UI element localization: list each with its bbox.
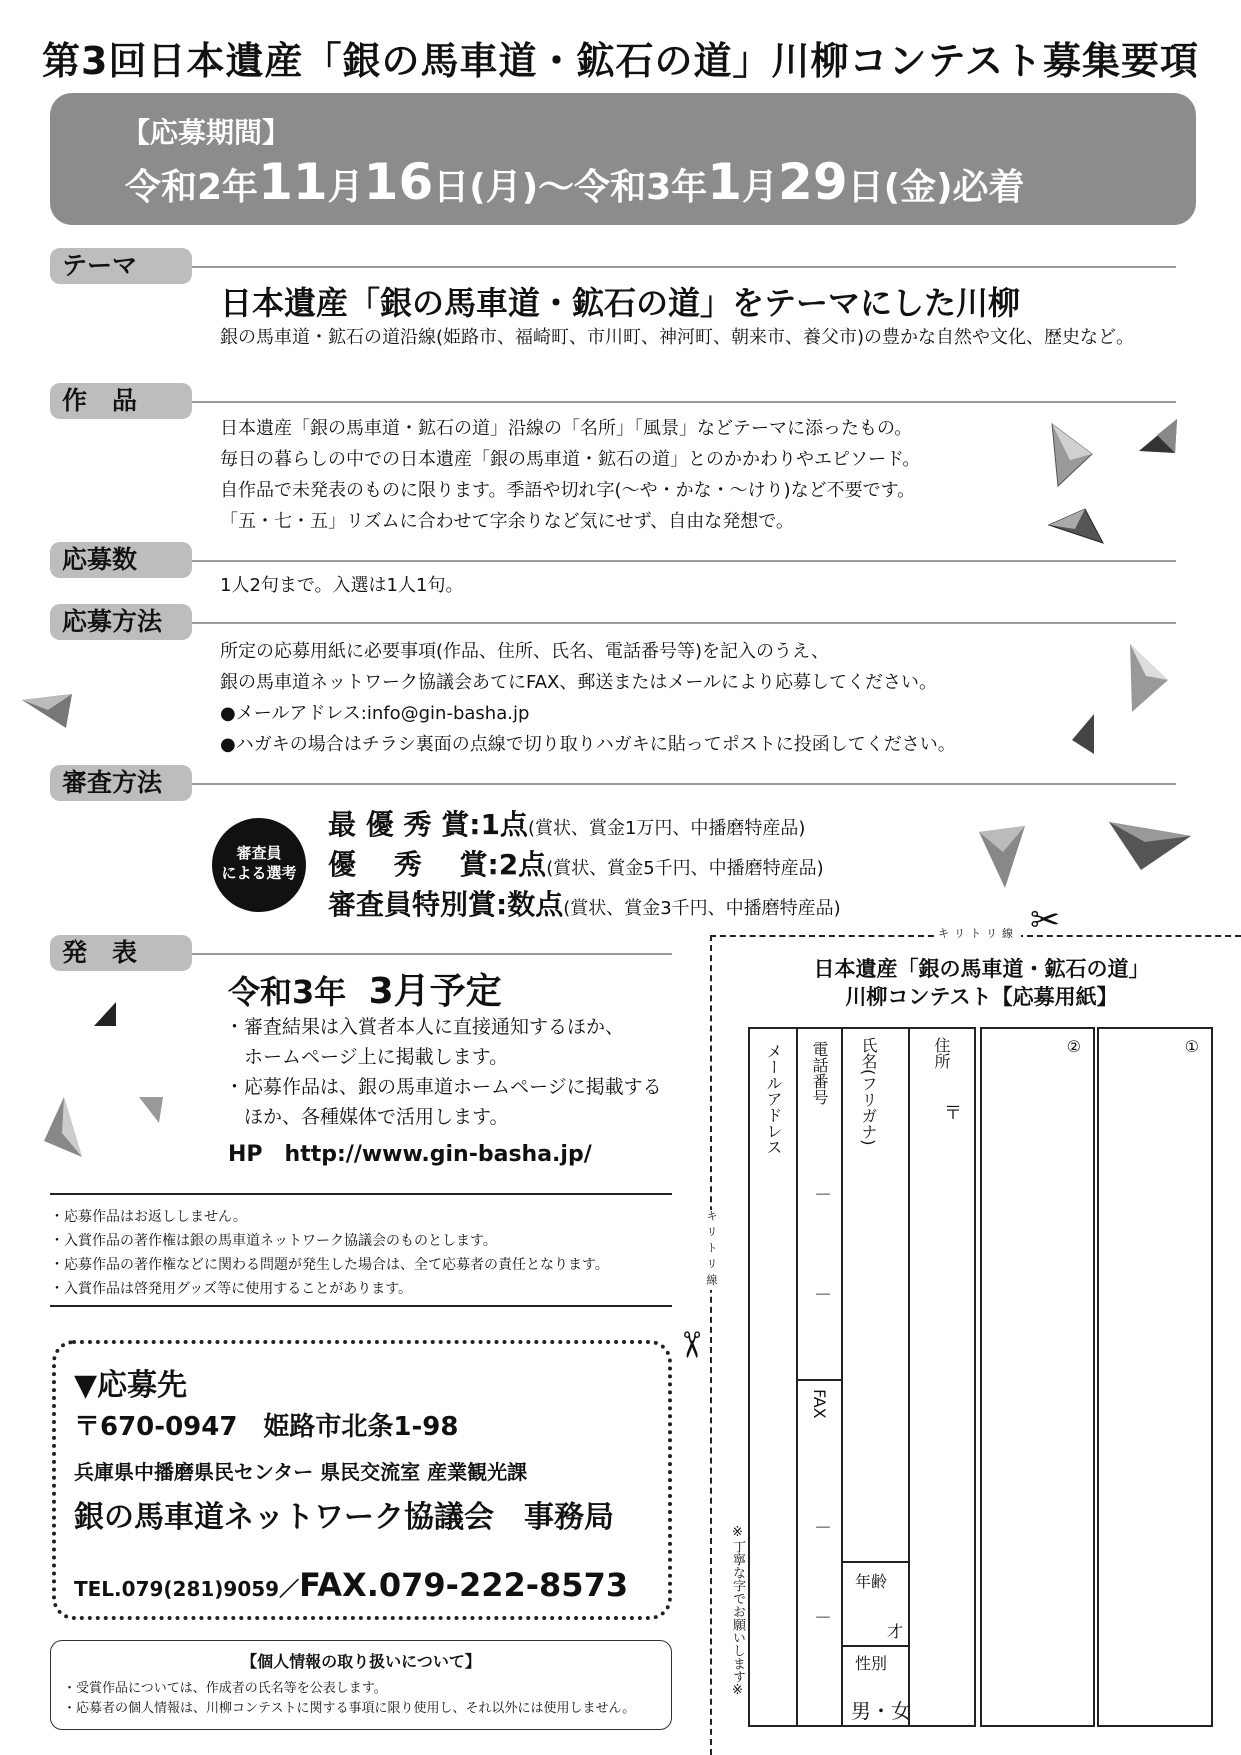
email-field[interactable] (750, 1029, 798, 1725)
prize-detail: (賞状、賞金3千円、中播磨特産品) (563, 898, 841, 919)
method-list (220, 636, 956, 760)
prize-row (328, 843, 824, 883)
section-label-method: 応募方法 (50, 604, 192, 640)
age-label: 年齢 (855, 1572, 888, 1591)
fax-dash: － (814, 1608, 832, 1629)
address-field[interactable] (910, 1029, 978, 1725)
fax-label: FAX (810, 1389, 829, 1419)
prize-detail: (賞状、賞金5千円、中播磨特産品) (546, 858, 824, 879)
origami-decoration (1105, 818, 1195, 874)
works-item: 「五・七・五」リズムに合わせて字余りなど気にせず、自由な発想で。 (220, 511, 794, 532)
badge-line: 審査員 (236, 844, 282, 862)
privacy-title: 【個人情報の取り扱いについて】 (241, 1652, 481, 1671)
section-divider (192, 560, 1176, 562)
works-item: 自作品で未発表のものに限ります。季語や切れ字(～や・かな・～けり)など不要です。 (220, 480, 916, 501)
gender-divider (843, 1645, 908, 1647)
period-part: 11 (258, 153, 328, 211)
address-org-name: 銀の馬車道ネットワーク協議会 事務局 (74, 1500, 614, 1535)
age-divider (843, 1561, 908, 1563)
address-box (52, 1340, 672, 1620)
period-label: 【応募期間】 (122, 116, 291, 149)
note-item: ・応募作品はお返ししません。 (50, 1209, 247, 1225)
origami-decoration (1126, 640, 1172, 716)
cut-label: キリトリ線 (935, 925, 1021, 941)
address-zip: 〒670-0947 姫路市北条1-98 (74, 1412, 459, 1442)
period-part: 日(月)～令和3年 (433, 167, 708, 208)
period-part: 月 (327, 167, 364, 208)
senryu-entry-1[interactable] (1097, 1027, 1213, 1727)
origami-decoration (1048, 420, 1096, 490)
section-label-works: 作 品 (50, 383, 192, 419)
notes-list (50, 1205, 609, 1301)
period-part: 16 (363, 153, 434, 211)
announce-date (228, 963, 502, 1014)
postal-mark: 〒 (944, 1103, 962, 1124)
gender-label: 性別 (855, 1654, 888, 1673)
tel-label: 電話番号 (810, 1041, 829, 1105)
theme-main: 日本遺産「銀の馬車道・鉱石の道」をテーマにした川柳 (220, 284, 1021, 322)
section-label-theme: テーマ (50, 248, 192, 284)
period-part: 29 (778, 153, 848, 211)
announce-note: ・審査結果は入賞者本人に直接通知するほか、 (225, 1016, 625, 1038)
origami-decoration (975, 822, 1029, 892)
method-item: 銀の馬車道ネットワーク協議会あてにFAX、郵送またはメールにより応募してください。 (220, 672, 937, 693)
announce-note: ・応募作品は、銀の馬車道ホームページに掲載する (225, 1076, 662, 1098)
name-field[interactable] (843, 1029, 910, 1725)
prize-name: 審査員特別賞:数点 (328, 888, 564, 921)
origami-decoration (1068, 710, 1098, 758)
note-item: ・入賞作品の著作権は銀の馬車道ネットワーク協議会のものとします。 (50, 1233, 497, 1249)
period-part: 日(金)必着 (847, 167, 1025, 208)
prize-name: 優 秀 賞:2点 (328, 848, 547, 881)
section-label-announce: 発 表 (50, 935, 192, 971)
email-label: メールアドレス (764, 1043, 783, 1155)
origami-decoration (18, 690, 76, 732)
tel-number: TEL.079(281)9059／ (74, 1577, 300, 1601)
cut-label: キリトリ線 (705, 1210, 718, 1290)
period-banner (50, 93, 1196, 225)
method-item: ●ハガキの場合はチラシ裏面の点線で切り取りハガキに貼ってポストに投函してください。 (220, 734, 956, 755)
notes-top-rule (50, 1193, 672, 1195)
announce-notes (225, 1012, 662, 1132)
period-part: 月 (742, 167, 779, 208)
name-label: 氏名(フリガナ) (859, 1037, 878, 1146)
page-title: 第3回日本遺産「銀の馬車道・鉱石の道」川柳コンテスト募集要項 (42, 39, 1199, 83)
prize-name: 最 優 秀 賞:1点 (328, 808, 528, 841)
phone-fax-column (798, 1029, 843, 1725)
announce-year: 令和3年 (228, 973, 347, 1011)
section-divider (192, 266, 1176, 268)
entry-number: ② (1066, 1037, 1081, 1056)
origami-decoration (1135, 415, 1181, 457)
notes-bottom-rule (50, 1305, 672, 1307)
judge-badge (212, 818, 306, 912)
section-divider (192, 622, 1176, 624)
scissors-icon: ✂ (670, 1329, 712, 1361)
announce-note: ほか、各種媒体で活用します。 (225, 1106, 509, 1128)
origami-decoration (135, 1093, 167, 1127)
tel-dash: － (814, 1185, 832, 1206)
announce-month: 3月予定 (368, 971, 502, 1012)
privacy-box (50, 1640, 672, 1730)
section-label-count: 応募数 (50, 542, 192, 578)
announce-note: ホームページ上に掲載します。 (225, 1046, 509, 1068)
senryu-entry-2[interactable] (980, 1027, 1095, 1727)
entry-form-info (748, 1027, 976, 1727)
section-divider (192, 783, 1176, 785)
address-contact (74, 1566, 628, 1604)
theme-sub: 銀の馬車道・鉱石の道沿線(姫路市、福崎町、市川町、神河町、朝来市、養父市)の豊かな自然や文化、歴史など。 (220, 327, 1135, 348)
note-item: ・応募作品の著作権などに関わる問題が発生した場合は、全て応募者の責任となります。 (50, 1257, 609, 1273)
address-org-dept: 兵庫県中播磨県民センター 県民交流室 産業観光課 (74, 1460, 528, 1484)
address-label: 住所 (932, 1037, 951, 1069)
fax-dash: － (814, 1518, 832, 1539)
fax-number: FAX.079-222-8573 (299, 1566, 629, 1604)
gender-options[interactable]: 男・女 (851, 1699, 911, 1723)
prize-row (328, 883, 841, 923)
prize-row (328, 803, 805, 843)
method-item: 所定の応募用紙に必要事項(作品、住所、氏名、電話番号等)を記入のうえ、 (220, 641, 830, 662)
origami-decoration (90, 998, 120, 1030)
origami-decoration (1045, 505, 1107, 547)
entry-number: ① (1184, 1037, 1199, 1056)
form-title-line: 川柳コンテスト【応募用紙】 (845, 985, 1118, 1009)
badge-line: による選考 (221, 864, 297, 882)
prize-detail: (賞状、賞金1万円、中播磨特産品) (527, 818, 806, 839)
homepage-url[interactable]: HP http://www.gin-basha.jp/ (228, 1142, 592, 1167)
section-divider (192, 401, 1176, 403)
age-unit: 才 (887, 1622, 904, 1641)
period-part: 令和2年 (125, 167, 259, 208)
form-title (722, 955, 1241, 1011)
note-item: ・入賞作品は啓発用グッズ等に使用することがあります。 (50, 1281, 413, 1297)
form-handwriting-note: ※丁寧な字でお願いします※ (730, 1525, 745, 1698)
period-dates (125, 153, 1025, 211)
works-item: 毎日の暮らしの中での日本遺産「銀の馬車道・鉱石の道」とのかかわりやエピソード。 (220, 449, 921, 470)
section-label-judging: 審査方法 (50, 765, 192, 801)
fax-divider (798, 1379, 841, 1381)
method-item: ●メールアドレス:info@gin-basha.jp (220, 703, 530, 724)
period-part: 1 (707, 153, 743, 211)
address-heading: ▼応募先 (74, 1368, 188, 1403)
privacy-item: ・受賞作品については、作成者の氏名等を公表します。 (63, 1681, 387, 1696)
works-item: 日本遺産「銀の馬車道・鉱石の道」沿線の「名所」「風景」などテーマに添ったもの。 (220, 418, 913, 439)
works-list (220, 413, 920, 537)
count-text: 1人2句まで。入選は1人1句。 (220, 575, 464, 596)
privacy-item: ・応募者の個人情報は、川柳コンテストに関する事項に限り使用し、それ以外には使用しません。 (63, 1701, 636, 1716)
form-title-line: 日本遺産「銀の馬車道・鉱石の道」 (813, 957, 1150, 981)
scissors-icon: ✂ (1030, 900, 1061, 941)
origami-decoration (40, 1093, 86, 1161)
section-divider (192, 953, 672, 955)
tel-dash: － (814, 1285, 832, 1306)
privacy-items (63, 1679, 635, 1719)
